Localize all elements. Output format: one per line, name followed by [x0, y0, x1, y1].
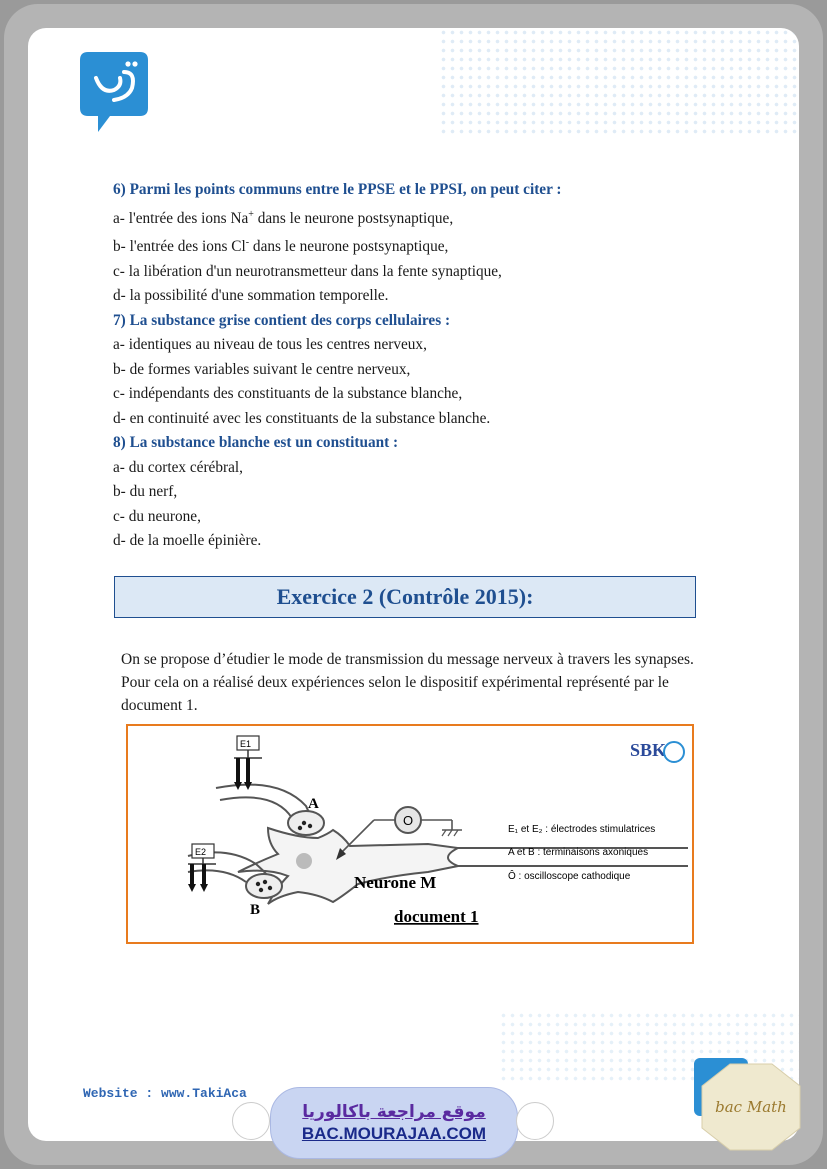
answer-option: b- du nerf,: [113, 483, 178, 501]
question-title: 6) Parmi les points communs entre le PPSE et le PPSI, on peut citer :: [113, 181, 562, 198]
exercise-title: Exercice 2 (Contrôle 2015):: [276, 584, 534, 609]
sbk-logo: SBK: [630, 740, 667, 760]
ad-arabic-text: موقع مراجعة باكالوريا: [302, 1102, 486, 1122]
ad-latin-text: BAC.MOURAJAA.COM: [301, 1124, 487, 1143]
answer-option: d- en continuité avec les constituants de la substance blanche.: [113, 409, 491, 427]
nucleus: [296, 853, 312, 869]
neuron-label: Neurone M: [354, 873, 437, 892]
bac-math-badge-text: bac Math: [715, 1098, 787, 1116]
answer-option: c- indépendants des constituants de la substance blanche,: [113, 385, 463, 403]
question-title: 7) La substance grise contient des corps cellulaires :: [113, 311, 451, 329]
brand-logo-icon: [74, 50, 152, 134]
ad-right-icon: [516, 1102, 554, 1140]
label-a: A: [308, 796, 319, 812]
exercise-header: [114, 576, 696, 618]
answer-option: b- l'entrée des ions Cl- dans le neurone postsynaptique,: [113, 237, 449, 256]
ad-left-icon: [232, 1102, 270, 1140]
answer-option: a- identiques au niveau de tous les centres nerveux,: [113, 336, 427, 354]
exercise-intro: On se propose d’étudier le mode de transmission du message nerveux à travers les synapses. Pour cela on a réalisé deux expériences selon le dispositif expérimental représenté par le document 1.: [121, 651, 694, 714]
figure-caption: document 1: [394, 907, 479, 926]
label-b: B: [250, 902, 261, 918]
label-o: O: [403, 813, 414, 828]
legend-item-terminals: A et B : terminaisons axoniques: [508, 847, 649, 858]
answer-option: a- l'entrée des ions Na+ dans le neurone postsynaptique,: [113, 208, 454, 227]
question-title: 8) La substance blanche est un constituant :: [113, 434, 399, 452]
bac-mourajaa-banner[interactable]: [270, 1087, 518, 1159]
answer-option: c- du neurone,: [113, 507, 201, 525]
answer-option: c- la libération d'un neurotransmetteur dans la fente synaptique,: [113, 262, 502, 280]
answer-option: b- de formes variables suivant le centre nerveux,: [113, 360, 411, 378]
sbk-logo-icon: [664, 742, 684, 762]
neuron-diagram: [128, 726, 691, 941]
label-e1: E1: [240, 739, 252, 749]
answer-option: d- de la moelle épinière.: [113, 532, 262, 550]
document-1-figure: [126, 724, 694, 944]
answer-option: a- du cortex cérébral,: [113, 458, 243, 476]
answer-option: d- la possibilité d'une sommation temporelle.: [113, 287, 389, 305]
website-link[interactable]: Website : www.TakiAca: [83, 1086, 247, 1101]
legend-item-oscilloscope: Ô : oscilloscope cathodique: [508, 871, 631, 882]
legend-item-electrodes: E₁ et E₂ : électrodes stimulatrices: [508, 824, 656, 835]
label-e2: E2: [195, 847, 207, 857]
decorative-dots-top: [439, 28, 799, 138]
qcm-block: [113, 178, 693, 554]
axon-terminal-b: [246, 874, 282, 898]
